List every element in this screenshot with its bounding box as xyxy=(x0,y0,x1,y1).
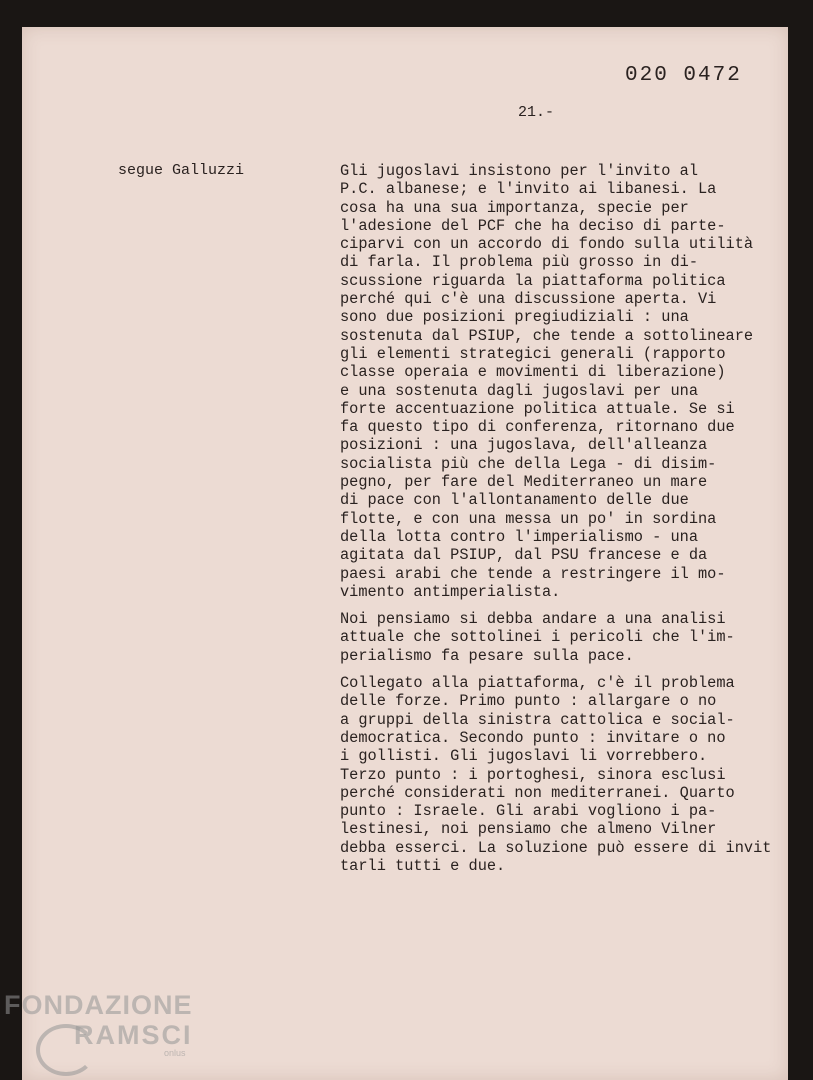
text-line: perché qui c'è una discussione aperta. Vi xyxy=(340,290,717,309)
text-line: di pace con l'allontanamento delle due xyxy=(340,491,689,510)
text-line: a gruppi della sinistra cattolica e social- xyxy=(340,710,735,729)
page-number: 21.- xyxy=(518,104,555,121)
text-line: delle forze. Primo punto : allargare o no xyxy=(340,692,717,711)
text-line: cosa ha una sua importanza, specie per xyxy=(340,198,689,217)
text-line: posizioni : una jugoslava, dell'alleanza xyxy=(340,436,708,455)
text-line: classe operaia e movimenti di liberazione) xyxy=(340,363,726,382)
text-line: flotte, e con una messa un po' in sordina xyxy=(340,509,717,528)
text-line: attuale che sottolinei i pericoli che l'im- xyxy=(340,628,735,647)
text-line: Gli jugoslavi insistono per l'invito al xyxy=(340,162,699,180)
text-line: forte accentuazione politica attuale. Se si xyxy=(340,399,735,418)
paragraph xyxy=(340,162,800,601)
text-line: tarli tutti e due. xyxy=(340,856,506,875)
text-line: P.C. albanese; e l'invito ai libanesi. La xyxy=(340,180,717,199)
text-line: paesi arabi che tende a restringere il mo- xyxy=(340,564,726,583)
text-line: vimento antimperialista. xyxy=(340,582,561,601)
watermark-g-logo xyxy=(36,1024,96,1076)
speaker-label: segue Galluzzi xyxy=(118,162,245,179)
text-line: i gollisti. Gli jugoslavi li vorrebbero. xyxy=(340,747,708,766)
text-line: agitata dal PSIUP, dal PSU francese e da xyxy=(340,546,708,565)
text-line: e una sostenuta dagli jugoslavi per una xyxy=(340,381,699,400)
text-line: Noi pensiamo si debba andare a una analisi xyxy=(340,610,726,629)
text-line: punto : Israele. Gli arabi vogliono i pa- xyxy=(340,802,717,821)
text-line: socialista più che della Lega - di disim- xyxy=(340,454,717,473)
text-line: sono due posizioni pregiudiziali : una xyxy=(340,308,689,327)
text-line: scussione riguarda la piattaforma politica xyxy=(340,271,726,290)
paragraph xyxy=(340,674,800,875)
text-line: gli elementi strategici generali (rapporto xyxy=(340,344,726,363)
transcript-body xyxy=(340,162,800,884)
text-line: debba esserci. La soluzione può essere di invit xyxy=(340,838,772,857)
text-line: perialismo fa pesare sulla pace. xyxy=(340,646,634,665)
fondazione-gramsci-watermark: FONDAZIONE RAMSCI onlus xyxy=(4,990,193,1050)
text-line: Terzo punto : i portoghesi, sinora esclusi xyxy=(340,765,726,784)
text-line: Collegato alla piattaforma, c'è il problema xyxy=(340,674,735,693)
text-line: l'adesione del PCF che ha deciso di parte- xyxy=(340,216,726,235)
text-line: pegno, per fare del Mediterraneo un mare xyxy=(340,473,708,492)
text-line: fa questo tipo di conferenza, ritornano due xyxy=(340,418,735,437)
document-number: 020 0472 xyxy=(625,64,742,87)
text-line: democratica. Secondo punto : invitare o no xyxy=(340,728,726,747)
text-line: di farla. Il problema più grosso in di- xyxy=(340,253,699,272)
text-line: della lotta contro l'imperialismo - una xyxy=(340,527,699,546)
paragraph xyxy=(340,610,800,665)
text-line: ciparvi con un accordo di fondo sulla utilità xyxy=(340,235,754,254)
text-line: lestinesi, noi pensiamo che almeno Vilner xyxy=(340,820,717,839)
text-line: sostenuta dal PSIUP, che tende a sottolineare xyxy=(340,326,754,345)
text-line: perché considerati non mediterranei. Quarto xyxy=(340,783,735,802)
